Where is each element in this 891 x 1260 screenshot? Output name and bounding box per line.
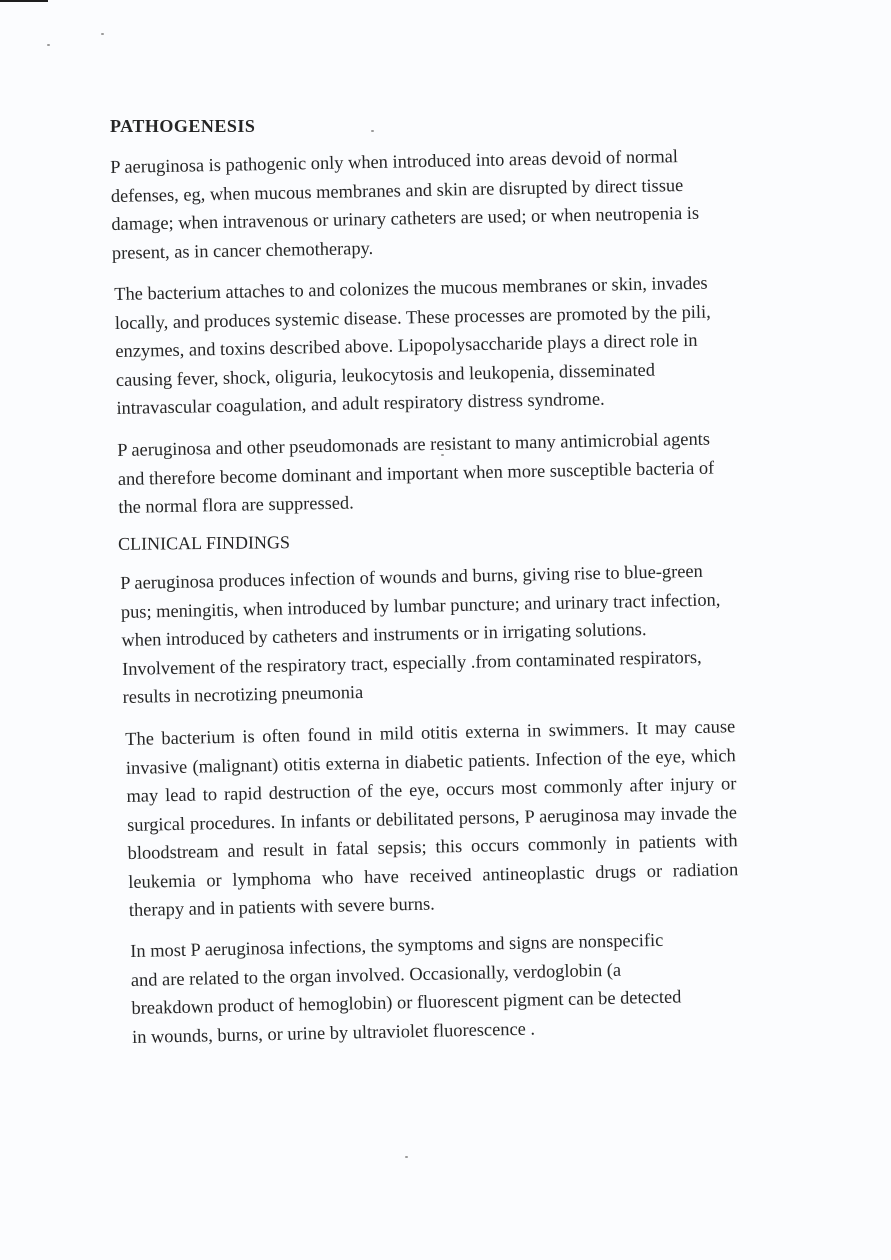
scan-speck bbox=[405, 1156, 408, 1158]
section-heading-clinical-findings: CLINICAL FINDINGS bbox=[117, 532, 291, 554]
paragraph: P aeruginosa and other pseudomonads are resistant to many antimicrobial agents and therefore become dominant and important when more susceptible bacteria of the normal flora are suppressed. bbox=[117, 428, 715, 517]
paragraph: The bacterium is often found in mild otitis externa in swimmers. It may cause invasive (malignant) otitis externa in diabetic patients. Infection of the eye, which may lead to rapid destruction of the eye, occurs most commonly after injury or surgical procedures. In infants or debilitated persons, P aeruginosa may invade the bloodstream and result in fatal sepsis; this occurs commonly in patients with leukemia or lymphoma who have received antineoplastic drugs or radiation therapy and in patients with severe burns. bbox=[125, 715, 739, 920]
document-body bbox=[110, 116, 739, 1064]
paragraph: The bacterium attaches to and colonizes the mucous membranes or skin, invades locally, and produces systemic disease. These processes are promoted by the pili, enzymes, and toxins described above. Lipopolysaccharide plays a direct role in causing fever, shock, oliguria, leukocytosis and leukopenia, disseminated intravascular coagulation, and adult respiratory distress syndrome. bbox=[114, 272, 711, 418]
paragraph: In most P aeruginosa infections, the symptoms and signs are nonspecific and are related to the organ involved. Occasionally, verdoglobin (a breakdown product of hemoglobin) or fluorescent pigment can be detected in wounds, burns, or urine by ultraviolet fluorescence . bbox=[130, 929, 682, 1047]
paragraph: P aeruginosa is pathogenic only when introduced into areas devoid of normal defenses, eg, when mucous membranes and skin are disrupted by direct tissue damage; when intravenous or urinary catheters are used; or when neutropenia is present, as in cancer chemotherapy. bbox=[110, 146, 700, 263]
scan-speck bbox=[47, 44, 50, 46]
scan-speck bbox=[101, 33, 104, 35]
paragraph: P aeruginosa produces infection of wounds and burns, giving rise to blue-green pus; meningitis, when introduced by lumbar puncture; and urinary tract infection, when introduced by catheters and instruments or in irrigating solutions. Involvement of the respiratory tract, especially .from contaminated respirators, results in necrotizing pneumonia bbox=[120, 560, 721, 707]
section-heading-pathogenesis: PATHOGENESIS bbox=[110, 116, 256, 136]
scan-edge-mark bbox=[0, 0, 48, 2]
